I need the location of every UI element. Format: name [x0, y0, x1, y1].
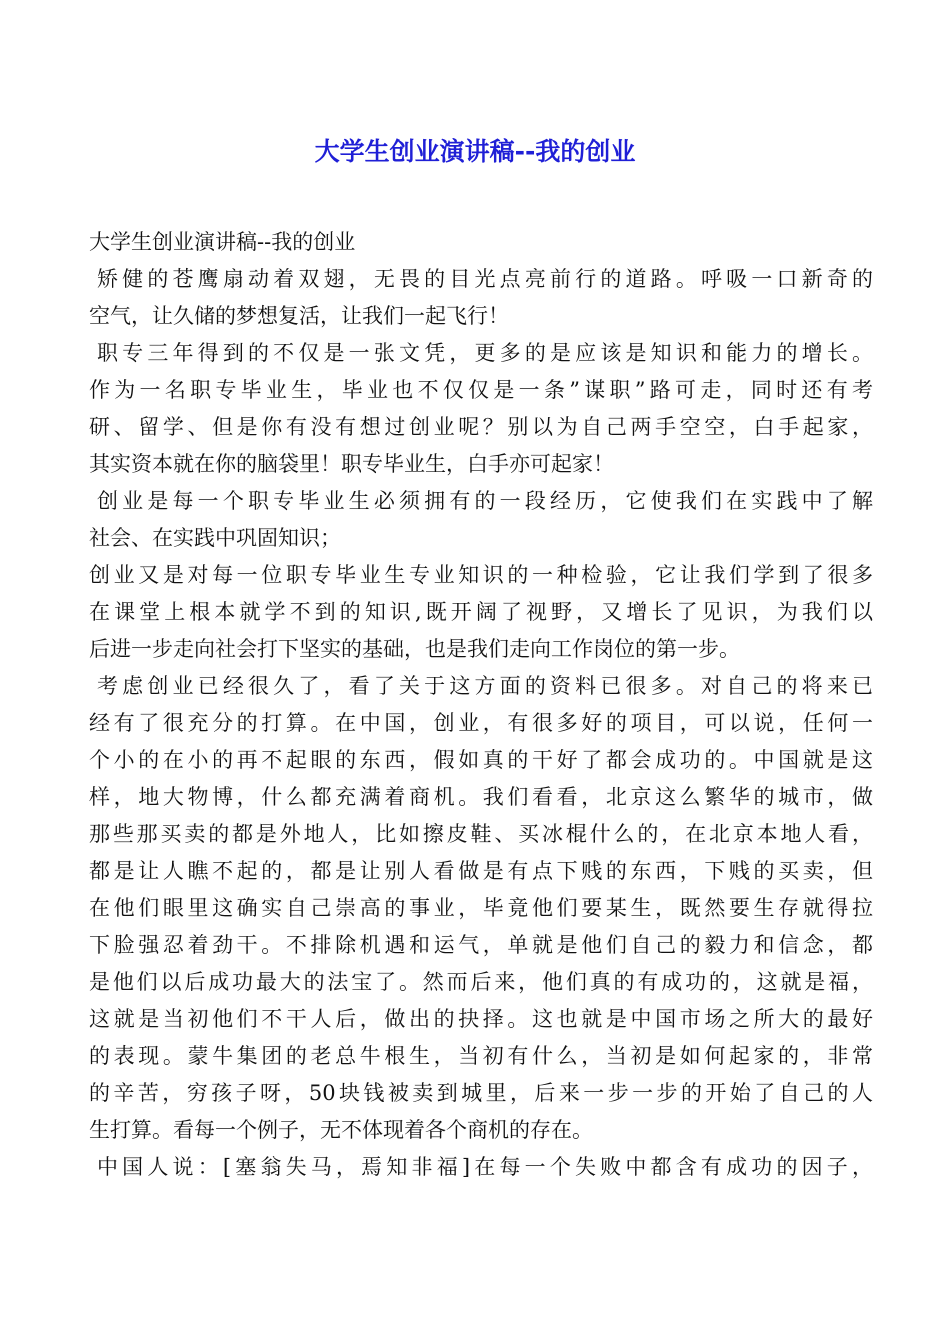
body-line: 的表现。蒙牛集团的老总牛根生，当初有什么，当初是如何起家的，非常	[89, 1044, 873, 1068]
body-line: 研、留学、但是你有没有想过创业呢？别以为自己两手空空，白手起家，	[89, 415, 873, 439]
body-line: 个小的在小的再不起眼的东西，假如真的干好了都会成功的。中国就是这	[89, 748, 873, 772]
body-line: 生打算。看每一个例子，无不体现着各个商机的存在。	[89, 1118, 593, 1142]
body-line: 在课堂上根本就学不到的知识,既开阔了视野，又增长了见识，为我们以	[89, 600, 873, 624]
body-line: 职专三年得到的不仅是一张文凭，更多的是应该是知识和能力的增长。	[97, 341, 873, 365]
body-line: 矫健的苍鹰扇动着双翅，无畏的目光点亮前行的道路。呼吸一口新奇的	[97, 267, 873, 291]
body-line: 考虑创业已经很久了，看了关于这方面的资料已很多。对自己的将来已	[97, 674, 873, 698]
body-line: 空气，让久储的梦想复活，让我们一起飞行！	[89, 304, 509, 328]
body-line: 是他们以后成功最大的法宝了。然而后来，他们真的有成功的，这就是福，	[89, 970, 873, 994]
body-line: 下脸强忍着劲干。不排除机遇和运气，单就是他们自己的毅力和信念，都	[89, 933, 873, 957]
body-line: 后进一步走向社会打下坚实的基础，也是我们走向工作岗位的第一步。	[89, 637, 740, 661]
body-line: 在他们眼里这确实自己崇高的事业，毕竟他们要某生，既然要生存就得拉	[89, 896, 873, 920]
body-line: 创业又是对每一位职专毕业生专业知识的一种检验，它让我们学到了很多	[89, 563, 873, 587]
body-line: 作为一名职专毕业生，毕业也不仅仅是一条”谋职”路可走，同时还有考	[89, 378, 873, 402]
body-line: 其实资本就在你的脑袋里！职专毕业生，白手亦可起家！	[89, 452, 614, 476]
body-line: 社会、在实践中巩固知识；	[89, 526, 341, 550]
document-title: 大学生创业演讲稿--我的创业	[314, 137, 636, 166]
body-line: 经有了很充分的打算。在中国，创业，有很多好的项目，可以说，任何一	[89, 711, 873, 735]
body-line: 大学生创业演讲稿--我的创业	[89, 230, 356, 254]
body-line: 中国人说：[塞翁失马，焉知非福]在每一个失败中都含有成功的因子，	[97, 1155, 873, 1179]
body-line: 的辛苦，穷孩子呀，50块钱被卖到城里，后来一步一步的开始了自己的人	[89, 1081, 873, 1105]
document-body	[89, 224, 873, 1186]
body-line: 都是让人瞧不起的，都是让别人看做是有点下贱的东西，下贱的买卖，但	[89, 859, 873, 883]
body-line: 创业是每一个职专毕业生必须拥有的一段经历，它使我们在实践中了解	[97, 489, 873, 513]
body-line: 样，地大物博，什么都充满着商机。我们看看，北京这么繁华的城市，做	[89, 785, 873, 809]
body-line: 那些那买卖的都是外地人，比如擦皮鞋、买冰棍什么的，在北京本地人看，	[89, 822, 873, 846]
body-line: 这就是当初他们不干人后，做出的抉择。这也就是中国市场之所大的最好	[89, 1007, 873, 1031]
